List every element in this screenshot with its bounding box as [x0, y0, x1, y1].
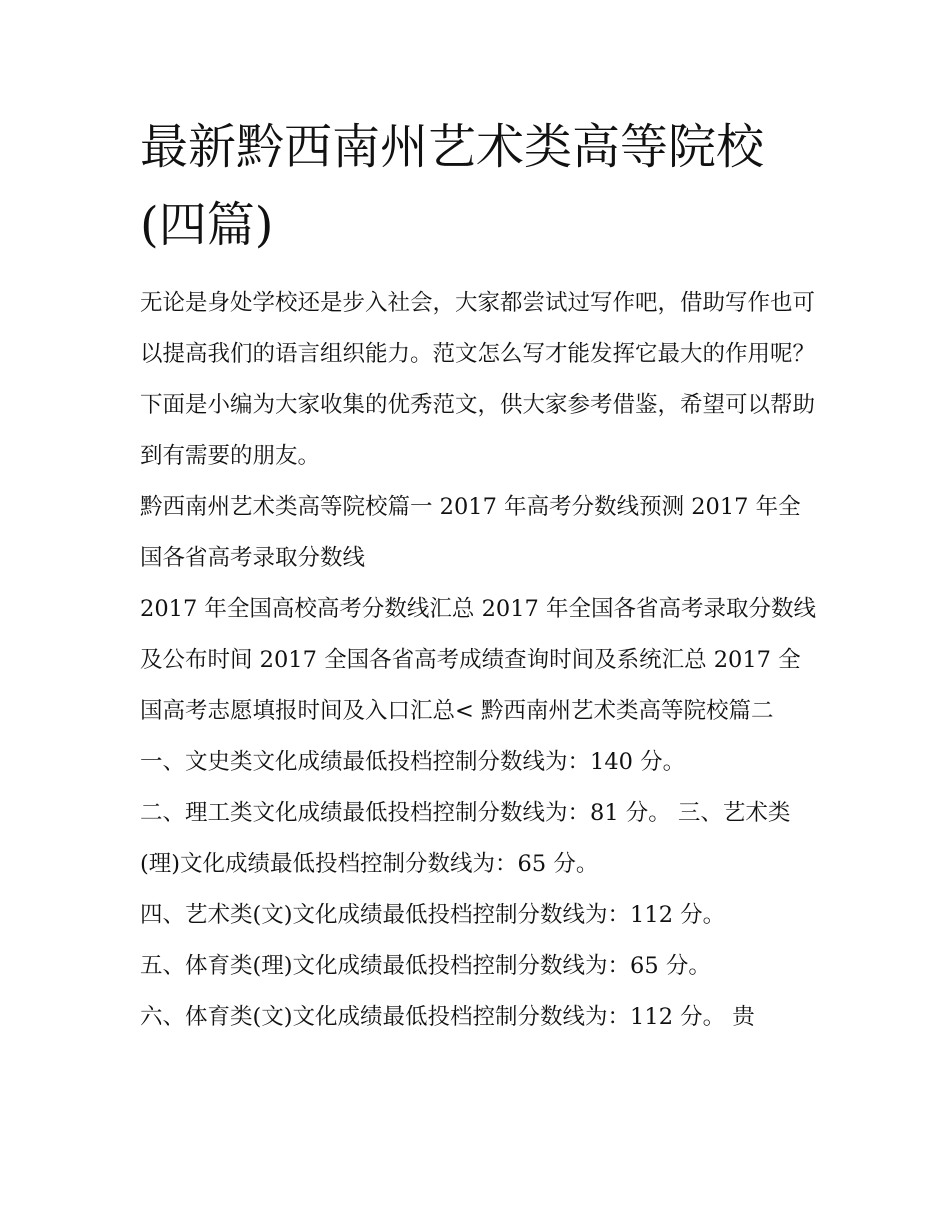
- document-title: 最新黔西南州艺术类高等院校(四篇): [140, 119, 765, 253]
- paragraph-sports-liberal-score: 六、体育类(文)文化成绩最低投档控制分数线为：112 分。 贵: [140, 1004, 755, 1030]
- paragraph-sports-science-score: 五、体育类(理)文化成绩最低投档控制分数线为：65 分。: [140, 953, 711, 979]
- paragraph-part-two: 2017 年全国高校高考分数线汇总 2017 年全国各省高考录取分数线及公布时间 2017 全国各省高考成绩查询时间及系统汇总 2017 全国高考志愿填报时间及入口汇总< 黔西南州艺术类高等院校篇二 一、文史类文化成绩最低投档控制分数线为：140 分。: [140, 596, 816, 775]
- paragraph-art-liberal-score: 四、艺术类(文)文化成绩最低投档控制分数线为：112 分。: [140, 902, 726, 928]
- paragraph-part-one: 黔西南州艺术类高等院校篇一 2017 年高考分数线预测 2017 年全国各省高考录取分数线: [140, 494, 801, 571]
- document-body: [140, 278, 820, 1043]
- paragraph-science-art-scores: 二、理工类文化成绩最低投档控制分数线为：81 分。 三、艺术类(理)文化成绩最低投档控制分数线为：65 分。: [140, 800, 791, 877]
- intro-paragraph: 无论是身处学校还是步入社会，大家都尝试过写作吧，借助写作也可以提高我们的语言组织能力。范文怎么写才能发挥它最大的作用呢？下面是小编为大家收集的优秀范文，供大家参考借鉴，希望可以帮助到有需要的朋友。: [140, 290, 816, 469]
